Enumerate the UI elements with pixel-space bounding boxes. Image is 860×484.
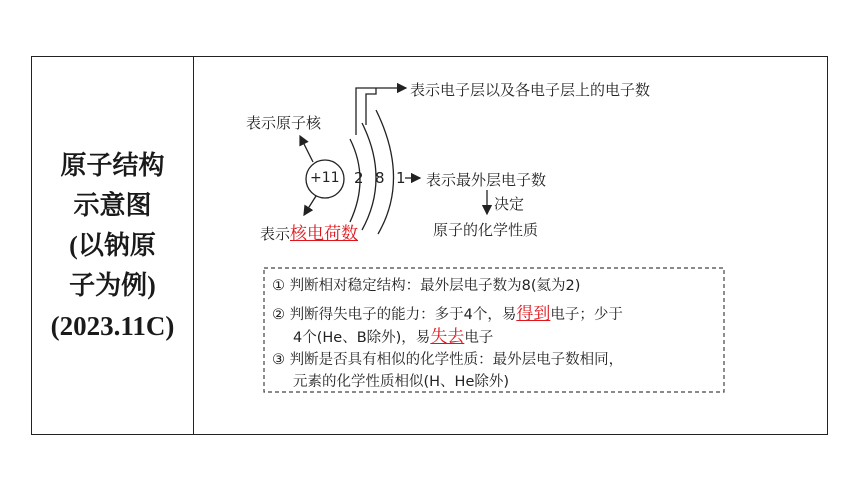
label-chemical-property: 原子的化学性质 <box>433 221 539 239</box>
box-item-3-cont: 元素的化学性质相似(H、He除外) <box>293 374 510 390</box>
nucleus-arrow <box>300 136 313 162</box>
box-item-2-c: 4个(He、B除外)，易 <box>293 330 431 346</box>
box-item-3: ③ 判断是否具有相似的化学性质：最外层电子数相同， <box>272 352 624 368</box>
label-nucleus: 表示原子核 <box>246 114 322 132</box>
exam-code: (2023.11C) <box>50 310 175 341</box>
box-item-1: ① 判断相对稳定结构：最外层电子数为8(氦为2) <box>272 278 581 294</box>
label-charge <box>260 219 358 244</box>
charge-arrow <box>304 196 316 215</box>
box-item-2-b: 电子；少于 <box>550 307 623 323</box>
box-item-2 <box>272 299 623 324</box>
label-charge-prefix: 表示 <box>260 225 291 243</box>
box-item-2-a: ② 判断得失电子的能力：多于4个，易 <box>272 307 517 323</box>
box-item-2-d: 电子 <box>464 330 494 346</box>
topic-line-1: 原子结构 <box>60 150 165 181</box>
shell-arc-2 <box>362 123 376 230</box>
answer-gain: 得到 <box>516 304 551 324</box>
shells-bracket-2 <box>366 88 376 125</box>
box-item-2-cont <box>293 322 493 347</box>
shells-bracket <box>356 88 394 135</box>
topic-line-3: (以钠原 <box>69 230 156 260</box>
shell-number-2: 8 <box>375 169 385 187</box>
topic-line-2: 示意图 <box>73 190 152 221</box>
label-shells: 表示电子层以及各电子层上的电子数 <box>410 81 651 99</box>
answer-lose: 失去 <box>430 327 465 347</box>
shell-number-3: 1 <box>396 169 406 187</box>
label-decide: 决定 <box>494 195 525 213</box>
nucleus-number: +11 <box>310 170 340 186</box>
answer-charge: 核电荷数 <box>290 224 359 244</box>
topic-line-4: 子为例) <box>69 270 156 300</box>
shell-number-1: 2 <box>354 169 364 187</box>
label-outer: 表示最外层电子数 <box>426 171 547 189</box>
